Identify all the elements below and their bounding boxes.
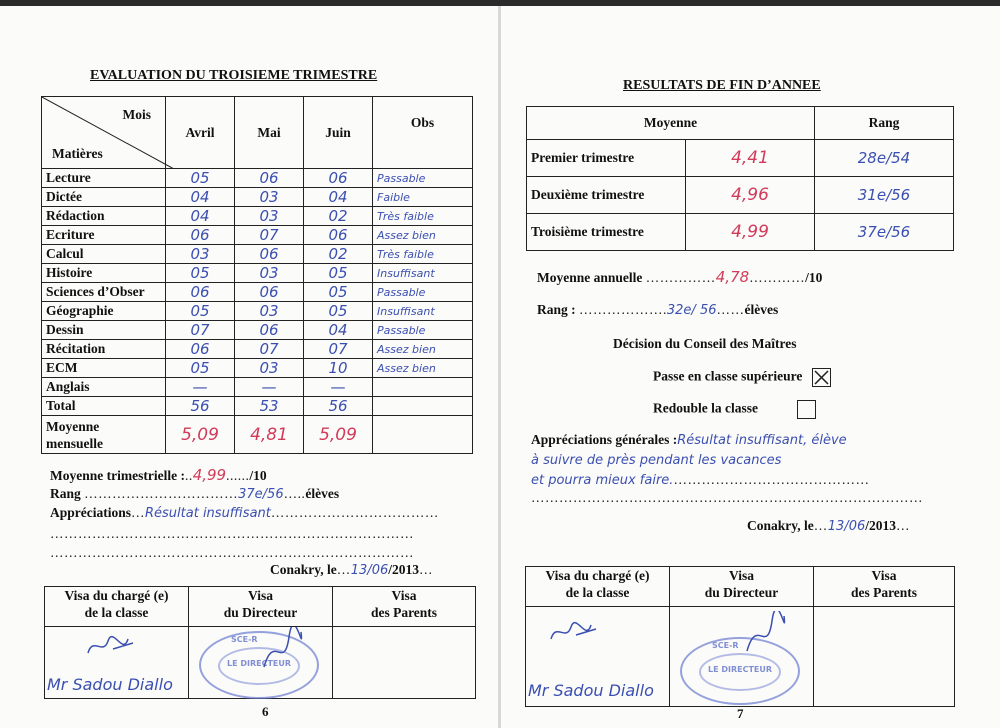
dots: .. — [184, 468, 193, 483]
results-rows — [527, 140, 954, 251]
observation-cell: Assez bien — [373, 340, 473, 359]
evaluation-row — [42, 245, 473, 264]
subject-cell: Sciences d’Obser — [42, 283, 166, 302]
grade-mai-cell: 06 — [235, 169, 304, 188]
observation-cell: Passable — [373, 283, 473, 302]
moyenne-mensuelle-juin: 5,09 — [304, 416, 373, 454]
rang-suffix-right: élèves — [744, 302, 779, 317]
visa-directeur-label-1: Visa — [247, 588, 273, 603]
grade-juin-cell: 10 — [304, 359, 373, 378]
visa-signature-row — [526, 607, 955, 707]
visa-charge-cell — [45, 627, 189, 699]
evaluation-row — [42, 340, 473, 359]
moyenne-mensuelle-avril: 5,09 — [166, 416, 235, 454]
observation-cell: Faible — [373, 188, 473, 207]
grade-juin-cell: 02 — [304, 207, 373, 226]
left-page-title: EVALUATION DU TROISIEME TRIMESTRE — [90, 68, 378, 83]
results-row — [527, 140, 954, 177]
header-month-mai: Mai — [235, 97, 304, 169]
conakry-label-left: Conakry, le — [270, 562, 337, 577]
appreciations-line-right — [531, 432, 847, 448]
dots: ……………………………… — [270, 505, 439, 520]
visa-parents-cell — [814, 607, 955, 707]
conakry-date-right: 13/06 — [827, 519, 866, 534]
observation-cell: Insuffisant — [373, 264, 473, 283]
conakry-date-left: 13/06 — [350, 563, 389, 578]
teacher-initials-signature — [83, 631, 143, 661]
passe-checkbox[interactable] — [812, 368, 831, 387]
results-row — [527, 177, 954, 214]
moyenne-mensuelle-label — [42, 416, 166, 454]
trimester-label-cell: Deuxième trimestre — [527, 177, 686, 214]
appreciation-line-2: à suivre de près pendant les vacances — [531, 453, 782, 468]
grade-avril-cell: 07 — [166, 321, 235, 340]
appreciations-label-right: Appréciations générales : — [531, 432, 678, 447]
results-header-row — [527, 107, 954, 140]
visa-header-row — [45, 587, 476, 627]
stamp-text-center: LE DIRECTEUR — [708, 665, 773, 674]
passe-label: Passe en classe supérieure — [653, 368, 803, 384]
visa-directeur-label-1: Visa — [728, 568, 754, 583]
evaluation-row — [42, 188, 473, 207]
dots: … — [896, 518, 910, 533]
evaluation-row — [42, 226, 473, 245]
evaluation-row — [42, 207, 473, 226]
grade-juin-cell: 56 — [304, 397, 373, 416]
grade-mai-cell: 03 — [235, 207, 304, 226]
dots: … — [813, 518, 828, 533]
grade-mai-cell: 03 — [235, 302, 304, 321]
right-page — [501, 6, 1000, 728]
evaluation-row — [42, 378, 473, 397]
grade-juin-cell: — — [304, 378, 373, 397]
moyenne-annuelle-value: 4,78 — [715, 268, 750, 286]
subject-cell: Dessin — [42, 321, 166, 340]
passe-option — [653, 368, 831, 387]
subject-cell: Récitation — [42, 340, 166, 359]
stamp-text-center: LE DIRECTEUR — [227, 659, 292, 668]
trimester-moyenne-cell: 4,96 — [686, 177, 815, 214]
evaluation-header-row — [42, 97, 473, 169]
moyenne-trimestrielle-value: 4,99 — [192, 466, 227, 484]
moyenne-mensuelle-obs — [373, 416, 473, 454]
dots: …………………………………… — [673, 472, 870, 487]
grade-mai-cell: 53 — [235, 397, 304, 416]
moyenne-mensuelle-mai: 4,81 — [235, 416, 304, 454]
visa-charge-label-2: de la classe — [84, 605, 149, 620]
grade-juin-cell: 05 — [304, 302, 373, 321]
conakry-date-line-right — [747, 518, 910, 534]
visa-table-right — [525, 566, 955, 707]
grade-mai-cell: 03 — [235, 188, 304, 207]
grade-mai-cell: 07 — [235, 340, 304, 359]
dots: …… — [716, 302, 745, 317]
visa-parents-label-1: Visa — [871, 568, 897, 583]
conakry-date-line-left — [270, 562, 433, 578]
appreciations-line-3 — [531, 472, 869, 488]
stamp-text-top: SCE-R — [712, 641, 739, 650]
grade-juin-cell: 02 — [304, 245, 373, 264]
evaluation-row — [42, 302, 473, 321]
appreciations-line-2 — [531, 452, 781, 468]
grade-mai-cell: 06 — [235, 321, 304, 340]
grade-avril-cell: 05 — [166, 169, 235, 188]
observation-cell: Assez bien — [373, 226, 473, 245]
visa-parents-label-2: des Parents — [370, 605, 438, 620]
moyenne-trimestrielle-label: Moyenne trimestrielle : — [50, 468, 185, 483]
evaluation-rows — [42, 169, 473, 416]
visa-table-left — [44, 586, 476, 699]
teacher-initials-signature — [546, 617, 606, 647]
decision-title: Décision du Conseil des Maîtres — [613, 336, 797, 351]
visa-directeur-cell — [670, 607, 814, 707]
trimester-moyenne-cell: 4,41 — [686, 140, 815, 177]
dots: …………… — [645, 270, 716, 285]
grade-avril-cell: 04 — [166, 188, 235, 207]
grade-avril-cell: 03 — [166, 245, 235, 264]
grade-juin-cell: 07 — [304, 340, 373, 359]
trimester-rang-cell: 31e/56 — [815, 177, 954, 214]
subject-cell: Calcul — [42, 245, 166, 264]
grade-mai-cell: 03 — [235, 264, 304, 283]
page-number-right: 7 — [737, 706, 744, 721]
rang-suffix-left: élèves — [305, 486, 340, 501]
grade-avril-cell: 06 — [166, 283, 235, 302]
observation-cell: Très faible — [373, 207, 473, 226]
appreciations-label-left: Appréciations — [50, 505, 131, 520]
visa-charge-header — [526, 567, 670, 607]
header-month-juin: Juin — [304, 97, 373, 169]
grade-mai-cell: 06 — [235, 245, 304, 264]
observation-cell: Assez bien — [373, 359, 473, 378]
visa-header-row — [526, 567, 955, 607]
visa-signature-row — [45, 627, 476, 699]
rang-value-right: 32e/ 56 — [666, 303, 717, 318]
blank-dotted-line: ………………………………………………………………………… — [531, 490, 923, 505]
visa-directeur-header — [670, 567, 814, 607]
trimester-rang-cell: 37e/56 — [815, 214, 954, 251]
visa-charge-label-2: de la classe — [565, 585, 630, 600]
subject-cell: Ecriture — [42, 226, 166, 245]
checkbox-cross-icon — [813, 369, 830, 386]
right-page-title: RESULTATS DE FIN D’ANNEE — [623, 78, 821, 93]
appreciations-line-left — [50, 505, 439, 521]
blank-dotted-line: …………………………………………………………………… — [50, 526, 414, 541]
trimester-label-cell: Troisième trimestre — [527, 214, 686, 251]
page-number-left: 6 — [262, 704, 269, 719]
header-obs: Obs — [373, 97, 473, 169]
visa-parents-label-2: des Parents — [850, 585, 918, 600]
dots: ………… — [749, 270, 806, 285]
subject-cell: Histoire — [42, 264, 166, 283]
redouble-option — [653, 400, 816, 419]
redouble-label: Redouble la classe — [653, 400, 759, 416]
visa-directeur-cell — [189, 627, 333, 699]
rang-label-left: Rang — [50, 486, 85, 501]
teacher-signature-right: Mr Sadou Diallo — [528, 681, 654, 700]
trimester-moyenne-cell: 4,99 — [686, 214, 815, 251]
subject-cell: Lecture — [42, 169, 166, 188]
grade-juin-cell: 06 — [304, 226, 373, 245]
grade-avril-cell: 06 — [166, 340, 235, 359]
moyenne-annuelle-suffix: /10 — [805, 270, 823, 285]
observation-cell: Insuffisant — [373, 302, 473, 321]
appreciations-value-left: Résultat insuffisant — [145, 506, 271, 521]
observation-cell — [373, 378, 473, 397]
director-signature — [742, 611, 792, 661]
visa-charge-label-1: Visa du chargé (e) — [545, 568, 650, 583]
visa-parents-header — [333, 587, 476, 627]
observation-cell: Très faible — [373, 245, 473, 264]
grade-avril-cell: 05 — [166, 359, 235, 378]
grade-juin-cell: 05 — [304, 283, 373, 302]
subject-cell: Rédaction — [42, 207, 166, 226]
moyenne-mensuelle-row — [42, 416, 473, 454]
subject-cell: ECM — [42, 359, 166, 378]
visa-charge-header — [45, 587, 189, 627]
header-mois: Mois — [122, 107, 151, 122]
grade-mai-cell: 06 — [235, 283, 304, 302]
grade-avril-cell: — — [166, 378, 235, 397]
subject-cell: Total — [42, 397, 166, 416]
grade-avril-cell: 05 — [166, 302, 235, 321]
teacher-signature-left: Mr Sadou Diallo — [47, 675, 173, 694]
moyenne-trimestrielle-line — [50, 466, 267, 484]
moyenne-mensuelle-label-1: Moyenne — [46, 418, 100, 434]
results-header-moyenne: Moyenne — [527, 107, 815, 140]
grade-juin-cell: 04 — [304, 321, 373, 340]
dots: ….. — [283, 486, 306, 501]
director-signature — [259, 627, 309, 677]
rang-line-left — [50, 486, 339, 502]
visa-parents-cell — [333, 627, 476, 699]
results-table — [526, 106, 954, 251]
observation-cell: Passable — [373, 321, 473, 340]
evaluation-row — [42, 264, 473, 283]
trimester-label-cell: Premier trimestre — [527, 140, 686, 177]
results-header-rang: Rang — [815, 107, 954, 140]
dots: … — [419, 562, 433, 577]
visa-charge-label-1: Visa du chargé (e) — [64, 588, 169, 603]
left-page — [0, 6, 498, 728]
grade-avril-cell: 05 — [166, 264, 235, 283]
stamp-text-top: SCE-R — [231, 635, 258, 644]
moyenne-annuelle-label: Moyenne annuelle — [537, 270, 646, 285]
grade-mai-cell: 07 — [235, 226, 304, 245]
conakry-label-right: Conakry, le — [747, 518, 814, 533]
moyenne-trimestrielle-suffix: /10 — [249, 468, 267, 483]
grade-avril-cell: 06 — [166, 226, 235, 245]
grade-avril-cell: 56 — [166, 397, 235, 416]
conakry-year-right: /2013 — [865, 518, 896, 533]
grade-juin-cell: 06 — [304, 169, 373, 188]
evaluation-row — [42, 397, 473, 416]
header-month-avril: Avril — [166, 97, 235, 169]
grade-juin-cell: 05 — [304, 264, 373, 283]
dots: ………………. — [579, 302, 667, 317]
evaluation-row — [42, 169, 473, 188]
visa-charge-cell — [526, 607, 670, 707]
grade-avril-cell: 04 — [166, 207, 235, 226]
header-diagonal-cell — [42, 97, 166, 169]
subject-cell: Géographie — [42, 302, 166, 321]
visa-parents-header — [814, 567, 955, 607]
rang-label-right: Rang : — [537, 302, 580, 317]
results-row — [527, 214, 954, 251]
report-card-spread — [0, 6, 1000, 728]
evaluation-row — [42, 359, 473, 378]
visa-directeur-label-2: du Directeur — [223, 605, 298, 620]
visa-directeur-header — [189, 587, 333, 627]
header-matieres: Matières — [52, 146, 103, 161]
subject-cell: Anglais — [42, 378, 166, 397]
dots: … — [131, 505, 145, 520]
subject-cell: Dictée — [42, 188, 166, 207]
evaluation-row — [42, 283, 473, 302]
appreciation-line-3: et pourra mieux faire. — [531, 473, 674, 488]
grade-mai-cell: 03 — [235, 359, 304, 378]
appreciation-line-1: Résultat insuffisant, élève — [677, 433, 847, 448]
evaluation-table — [41, 96, 473, 454]
grade-mai-cell: — — [235, 378, 304, 397]
rang-value-left: 37e/56 — [238, 487, 284, 502]
trimester-rang-cell: 28e/54 — [815, 140, 954, 177]
dots: … — [336, 562, 351, 577]
visa-directeur-label-2: du Directeur — [704, 585, 779, 600]
observation-cell — [373, 397, 473, 416]
evaluation-row — [42, 321, 473, 340]
observation-cell: Passable — [373, 169, 473, 188]
visa-parents-label-1: Visa — [391, 588, 417, 603]
blank-dotted-line: …………………………………………………………………… — [50, 545, 414, 560]
moyenne-annuelle-line — [537, 268, 822, 286]
rang-line-right — [537, 302, 778, 318]
grade-juin-cell: 04 — [304, 188, 373, 207]
conakry-year-left: /2013 — [388, 562, 419, 577]
redouble-checkbox[interactable] — [797, 400, 816, 419]
dots: …………………………… — [84, 486, 239, 501]
dots: ...... — [226, 468, 250, 483]
moyenne-mensuelle-label-2: mensuelle — [46, 435, 103, 451]
